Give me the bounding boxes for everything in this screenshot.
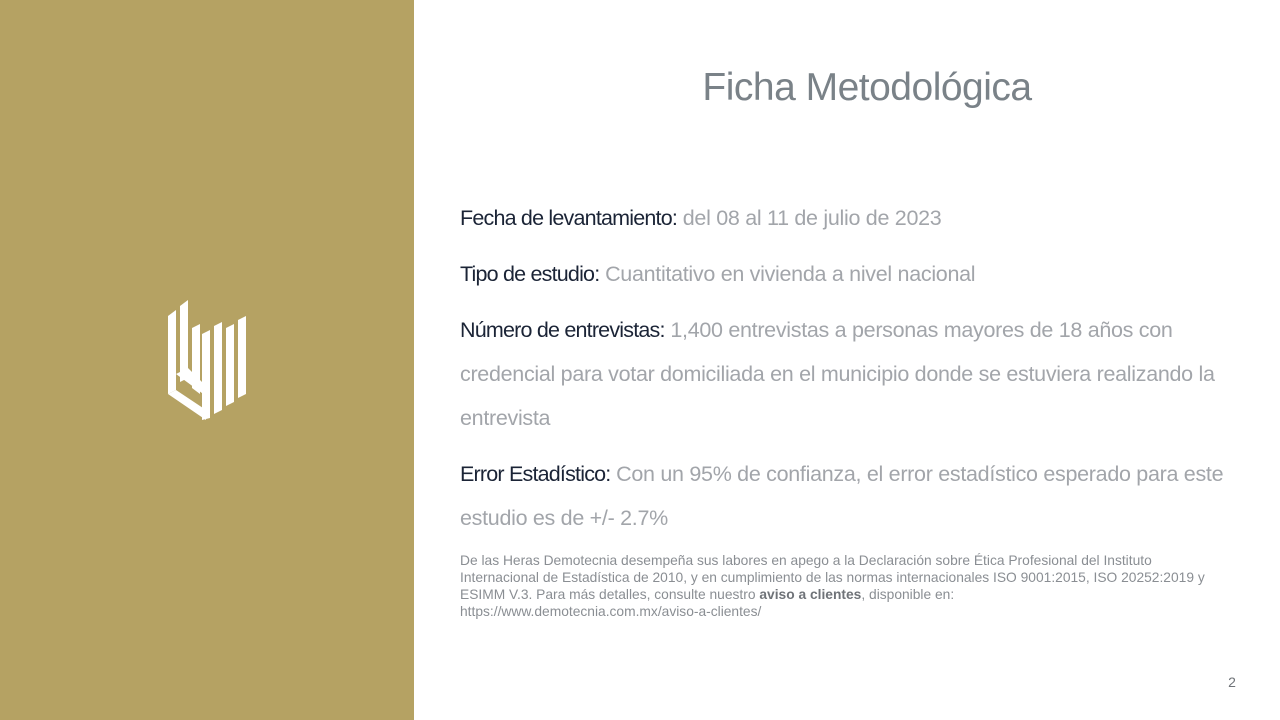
item-fecha (460, 196, 1240, 240)
item-label: Fecha de levantamiento: (460, 206, 678, 230)
disclaimer-text-after: , disponible en: (861, 587, 955, 602)
methodology-list (460, 196, 1240, 620)
brand-sidebar (0, 0, 414, 720)
page-title: Ficha Metodológica (702, 66, 1032, 109)
demotecnia-logo-icon (166, 298, 248, 422)
disclaimer (460, 552, 1220, 620)
item-tipo (460, 252, 1240, 296)
item-entrevistas (460, 308, 1240, 440)
item-value: 1,400 entrevistas a personas mayores de 18 años con credencial para votar domiciliada en el municipio donde se estuviera realizando la entrevista (460, 318, 1215, 430)
item-label: Error Estadístico: (460, 462, 611, 486)
item-value: del 08 al 11 de julio de 2023 (682, 206, 942, 230)
item-value: Con un 95% de confianza, el error estadístico esperado para este estudio es de +/- 2.7% (460, 462, 1224, 530)
disclaimer-text: De las Heras Demotecnia desempeña sus labores en apego a la Declaración sobre Ética Profesional del Instituto Internacional de Estadística de 2010, y en cumplimiento de las normas internacionales ISO 9001:2015, ISO 20252:2019 y ESIMM V.3. Para más detalles, consulte nuestro (460, 553, 1205, 602)
item-label: Número de entrevistas: (460, 318, 665, 342)
item-value: Cuantitativo en vivienda a nivel nacional (605, 262, 976, 286)
item-error (460, 452, 1240, 540)
disclaimer-url: https://www.demotecnia.com.mx/aviso-a-clientes/ (460, 604, 762, 619)
item-label: Tipo de estudio: (460, 262, 600, 286)
aviso-clientes-link: aviso a clientes (759, 587, 862, 602)
page-number: 2 (1228, 674, 1236, 690)
